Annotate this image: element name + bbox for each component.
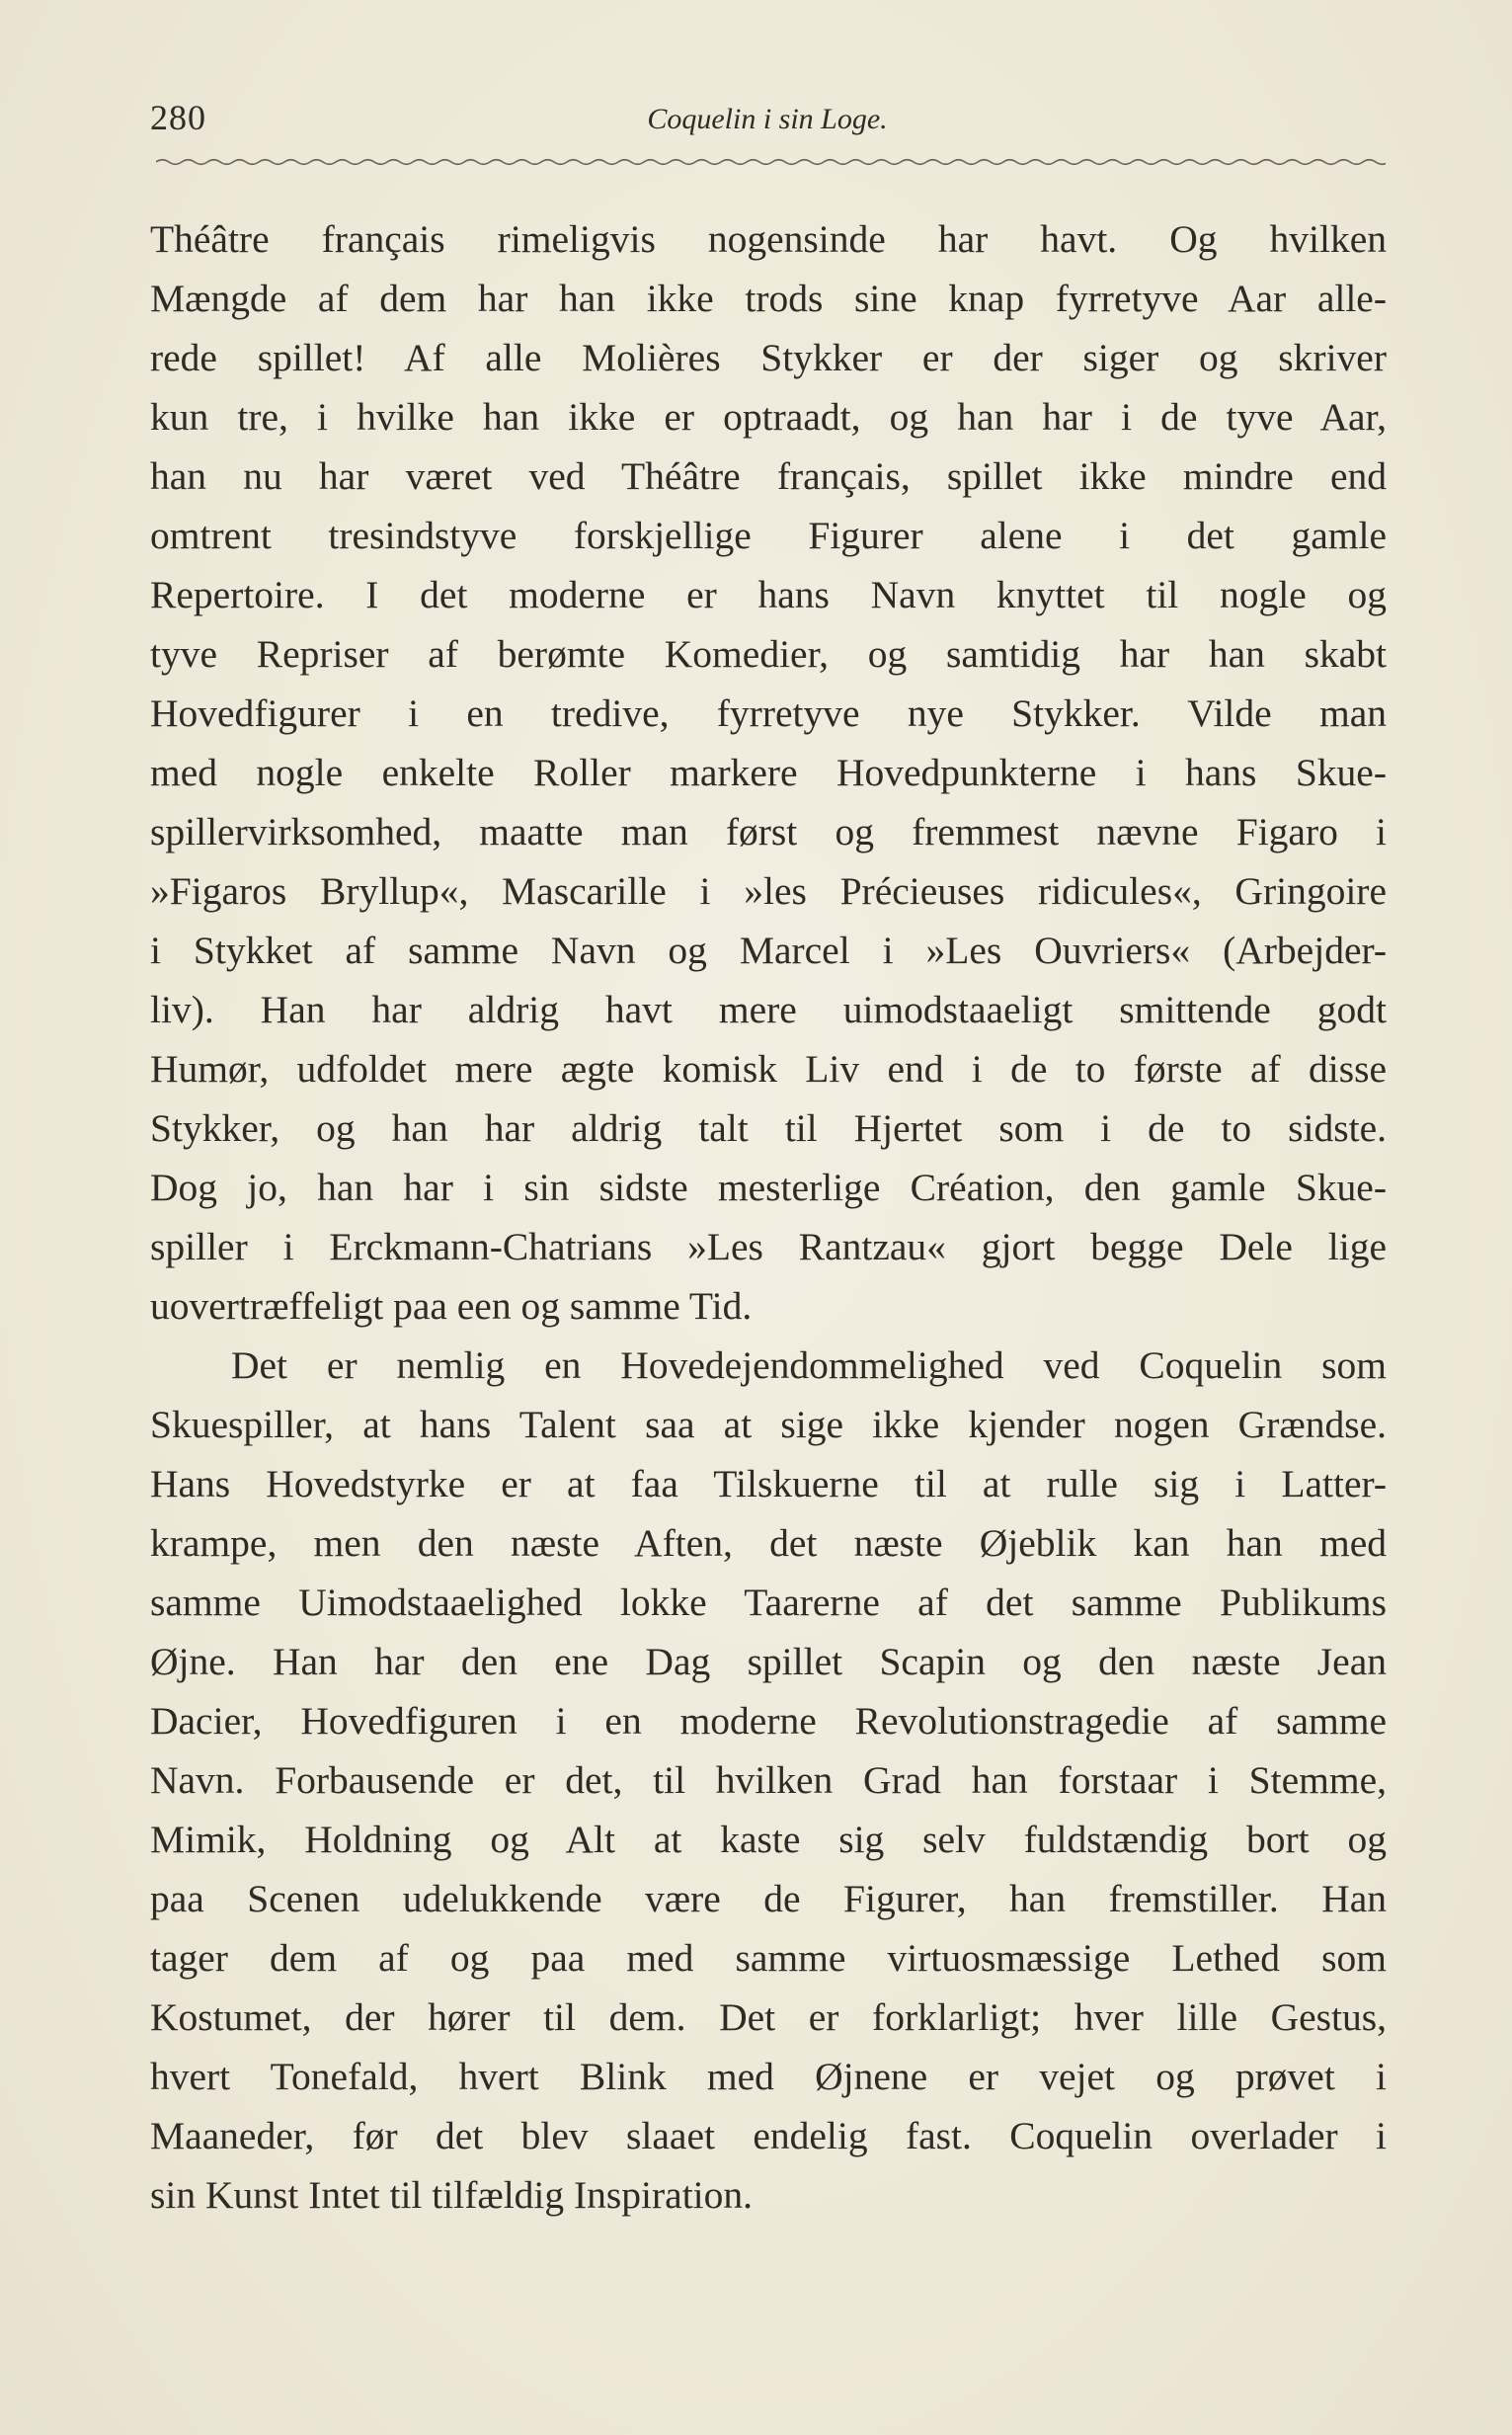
text-line: krampe, men den næste Aften, det næste Øjeblik kan han med [150, 1521, 1387, 1565]
text-line: Maaneder, før det blev slaaet endelig fast. Coquelin overlader i [150, 2114, 1387, 2157]
text-line: tyve Repriser af berømte Komedier, og samtidig har han skabt [150, 632, 1387, 676]
header-ornament-rule [156, 155, 1386, 169]
text-line: sin Kunst Intet til tilfældig Inspiration. [150, 2173, 754, 2217]
text-line: Kostumet, der hører til dem. Det er forklarligt; hver lille Gestus, [150, 1995, 1387, 2039]
text-line: hvert Tonefald, hvert Blink med Øjnene er vejet og prøvet i [150, 2055, 1387, 2098]
text-line: omtrent tresindstyve forskjellige Figurer alene i det gamle [150, 514, 1387, 557]
text-line: i Stykket af samme Navn og Marcel i »Les Ouvriers« (Arbejder- [150, 929, 1387, 972]
page-number: 280 [150, 98, 206, 137]
text-line: tager dem af og paa med samme virtuosmæssige Lethed som [150, 1936, 1387, 1980]
text-line: han nu har været ved Théâtre français, spillet ikke mindre end [150, 454, 1387, 498]
text-line: Mængde af dem har han ikke trods sine knap fyrretyve Aar alle- [150, 277, 1387, 320]
text-line: liv). Han har aldrig havt mere uimodstaaeligt smittende godt [150, 988, 1387, 1031]
text-line: Dog jo, han har i sin sidste mesterlige Création, den gamle Skue- [150, 1166, 1387, 1209]
text-line: Det er nemlig en Hovedejendommelighed ved Coquelin som [231, 1343, 1387, 1387]
page-header [150, 97, 1385, 156]
running-title: Coquelin i sin Loge. [647, 103, 888, 135]
text-line: uovertræffeligt paa een og samme Tid. [150, 1284, 753, 1328]
text-line: kun tre, i hvilke han ikke er optraadt, og han har i de tyve Aar, [150, 395, 1387, 439]
text-line: med nogle enkelte Roller markere Hovedpunkterne i hans Skue- [150, 751, 1387, 794]
text-line: Navn. Forbausende er det, til hvilken Grad han forstaar i Stemme, [150, 1758, 1387, 1802]
text-line: Repertoire. I det moderne er hans Navn knyttet til nogle og [150, 573, 1387, 616]
text-line: Théâtre français rimeligvis nogensinde har havt. Og hvilken [150, 217, 1387, 261]
text-line: Humør, udfoldet mere ægte komisk Liv end i de to første af disse [150, 1047, 1387, 1091]
text-line: »Figaros Bryllup«, Mascarille i »les Précieuses ridicules«, Gringoire [150, 869, 1387, 913]
text-line: paa Scenen udelukkende være de Figurer, han fremstiller. Han [150, 1877, 1387, 1920]
text-line: Mimik, Holdning og Alt at kaste sig selv fuldstændig bort og [150, 1818, 1387, 1861]
text-line: spillervirksomhed, maatte man først og fremmest nævne Figaro i [150, 810, 1387, 853]
body-text [150, 209, 1387, 2225]
text-line: rede spillet! Af alle Molières Stykker er der siger og skriver [150, 336, 1387, 379]
text-line: Hans Hovedstyrke er at faa Tilskuerne til at rulle sig i Latter- [150, 1462, 1387, 1505]
text-line: Dacier, Hovedfiguren i en moderne Revolutionstragedie af samme [150, 1699, 1387, 1743]
text-line: Skuespiller, at hans Talent saa at sige ikke kjender nogen Grændse. [150, 1403, 1387, 1446]
text-line: samme Uimodstaaelighed lokke Taarerne af det samme Publikums [150, 1581, 1387, 1624]
text-line: Hovedfigurer i en tredive, fyrretyve nye Stykker. Vilde man [150, 691, 1387, 735]
text-line: Øjne. Han har den ene Dag spillet Scapin og den næste Jean [150, 1640, 1387, 1683]
text-line: spiller i Erckmann-Chatrians »Les Rantzau« gjort begge Dele lige [150, 1225, 1387, 1268]
text-line: Stykker, og han har aldrig talt til Hjertet som i de to sidste. [150, 1106, 1387, 1150]
